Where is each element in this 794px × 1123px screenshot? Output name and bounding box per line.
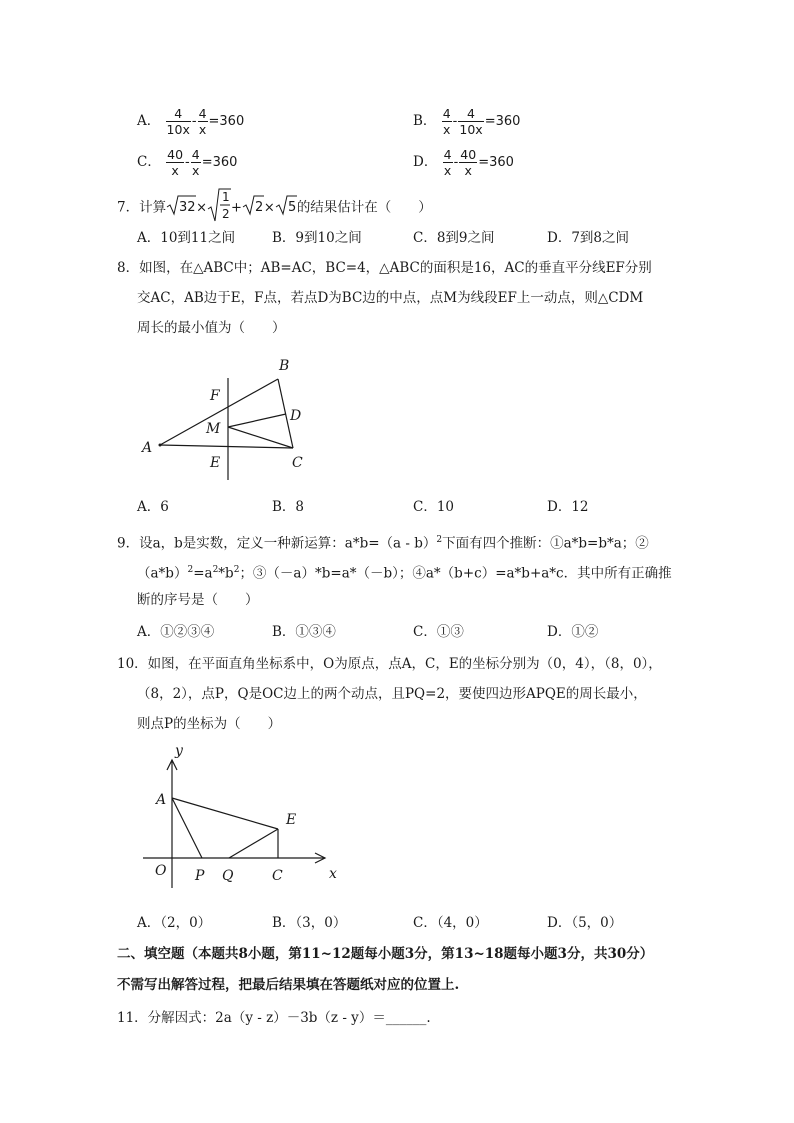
q7-stem: 7．计算 32 × 1 2 + 2 × 5 的结果估计在（ ） [117,187,432,229]
label-o: O [155,863,167,879]
svg-text:32: 32 [179,200,196,215]
q8-stem-line-3: 周长的最小值为（ ） [137,320,286,336]
fraction: $\frac{4}{x}$ [443,147,452,178]
section-2-heading: 二、填空题（本题共8小题，第11~12题每小题3分，第13~18题每小题3分，共30分） [117,946,654,962]
fraction: $\frac{4}{10x}$ [459,106,483,137]
svg-text:1: 1 [222,190,230,204]
fraction: $\frac{4}{x}$ [198,106,207,137]
q8-option-d[interactable]: D．12 [547,499,589,515]
q8-figure [130,350,330,485]
segment-md [228,414,286,427]
fraction: $\frac{4}{10x}$ [166,106,190,137]
sqrt-2 [242,194,264,222]
q8-option-a[interactable]: A．6 [137,499,169,515]
q7-option-d[interactable]: D．7到8之间 [547,230,630,246]
q7-option-a[interactable]: A．10到11之间 [137,230,236,246]
label-y: y [175,743,183,759]
label-m: M [206,421,221,437]
q10-stem-line-3: 则点P的坐标为（ ） [137,716,282,732]
svg-text:2: 2 [254,200,264,215]
q6-option-a[interactable]: A． $\frac{4}{10x}$ - $\frac{4}{x}$ =360 [137,106,245,137]
q10-option-c[interactable]: C．（4，0） [413,915,488,931]
label-e: E [286,812,297,828]
label-c: C [292,455,303,471]
q8-stem-line-1: 8．如图，在△ABC中；AB=AC，BC=4，△ABC的面积是16，AC的垂直平分线EF分别 [117,260,652,276]
q6-option-c[interactable]: C． $\frac{40}{x}$ - $\frac{4}{x}$ =360 [137,147,238,178]
label-p: P [195,868,205,884]
q6-option-d[interactable]: D． $\frac{4}{x}$ - $\frac{40}{x}$ =360 [413,147,514,178]
svg-text:2: 2 [222,207,230,221]
q6-option-b[interactable]: B． $\frac{4}{x}$ - $\frac{4}{10x}$ =360 [413,106,521,137]
fraction: $\frac{40}{x}$ [460,147,477,178]
q10-option-a[interactable]: A．（2，0） [137,915,212,931]
fraction: $\frac{4}{x}$ [191,147,200,178]
q8-option-c[interactable]: C．10 [413,499,455,515]
q9-stem-line-1: 9．设a，b是实数，定义一种新运算：a*b=（a - b）$^2$下面有四个推断：①a*b=b*a；② [117,535,649,552]
sqrt-5 [275,194,297,222]
segment-mc [228,427,293,448]
segment-ae [172,798,278,829]
label-a: A [142,440,153,456]
svg-text:5: 5 [287,200,297,215]
q10-option-b[interactable]: B．（3，0） [272,915,347,931]
q8-stem-line-2: 交AC，AB边于E，F点，若点D为BC边的中点，点M为线段EF上一动点，则△CDM [137,290,644,306]
q10-figure [135,738,355,890]
sqrt-half [207,187,231,229]
label-a: A [156,792,167,808]
label-f: F [210,388,220,404]
point-a [159,444,162,447]
q9-option-d[interactable]: D．①② [547,624,599,640]
q10-stem-line-1: 10．如图，在平面直角坐标系中，O为原点，点A，C，E的坐标分别为（0，4），（8，0）， [117,656,662,672]
q10-option-d[interactable]: D．（5，0） [547,915,623,931]
q9-stem-line-3: 断的序号是（ ） [137,592,259,608]
fraction: $\frac{40}{x}$ [167,147,184,178]
q11-stem: 11．分解因式：2a（y - z）－3b（z - y）＝______. [117,1010,431,1026]
q7-option-c[interactable]: C．8到9之间 [413,230,495,246]
label-d: D [290,408,302,424]
q9-option-c[interactable]: C．①③ [413,624,464,640]
sqrt-32 [166,194,196,222]
fraction: $\frac{4}{x}$ [442,106,451,137]
q7-option-b[interactable]: B．9到10之间 [272,230,362,246]
label-b: B [279,358,290,374]
segment-ap [172,798,202,858]
label-q: Q [222,868,234,884]
q8-option-b[interactable]: B．8 [272,499,305,515]
q9-stem-line-2: $(a*b)^2=a^2*b^2$；③（－a）*b=a*（－b）；④a*（b+c）=a*b+a*c．其中所有正确推 [137,565,672,582]
label-c: C [272,868,283,884]
segment-ac [160,445,293,448]
q10-stem-line-2: （8，2），点P，Q是OC边上的两个动点，且PQ=2，要使四边形APQE的周长最小， [137,686,647,702]
q9-option-b[interactable]: B．①③④ [272,624,336,640]
label-x: x [329,866,337,882]
section-2-instructions: 不需写出解答过程，把最后结果填在答题纸对应的位置上. [117,977,460,993]
label-e: E [210,455,221,471]
q9-option-a[interactable]: A．①②③④ [137,624,215,640]
segment-qe [229,829,278,858]
